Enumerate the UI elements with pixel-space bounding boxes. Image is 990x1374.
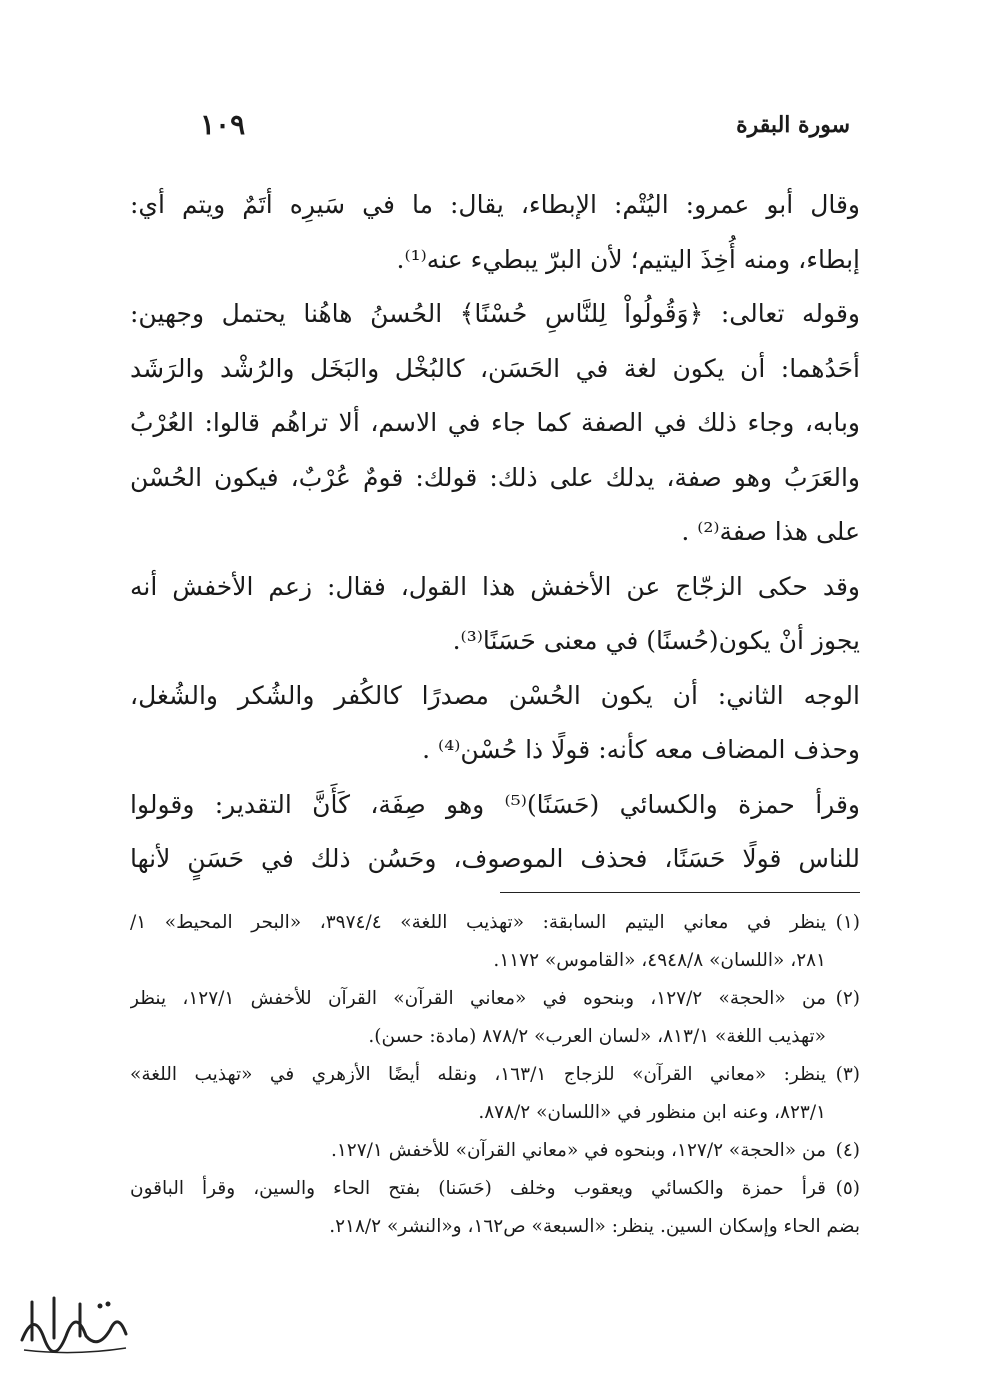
text-line: إبطاء، ومنه أُخِذَ اليتيم؛ لأن البرّ يبطيء عنه⁽¹⁾.: [396, 244, 860, 274]
footnote-3: [130, 1056, 860, 1094]
text-line: الوجه الثاني: أن يكون الحُسْن مصدرًا كالكُفر والشُكر والشُغل،: [130, 680, 860, 710]
footnotes: [130, 904, 860, 1246]
footnote-number: (٣): [835, 1064, 860, 1085]
text-line: وقوله تعالى: ﴿وَقُولُواْ لِلنَّاسِ حُسْنًا﴾ الحُسنُ هاهُنا يحتمل وجهين:: [130, 299, 860, 328]
text-line: أحَدُهما: أن يكون لغة في الحَسَن، كالبُخْل والبَخَل والرُشْد والرَشَد: [130, 353, 860, 383]
footnote-1: [130, 904, 860, 942]
footnote-number: (٤): [835, 1140, 860, 1161]
text-line: وقال أبو عمرو: اليُتْم: الإبطاء، يقال: ما في سَيرِه أتَمٌ ويتم أي:: [130, 190, 860, 219]
publisher-logo: [14, 1290, 134, 1360]
footnote-text: ينظر في معاني اليتيم السابقة: «تهذيب اللغة» ٣٩٧٤/٤، «البحر المحيط» ١/: [130, 912, 826, 933]
text-line: وحذف المضاف معه كأنه: قولًا ذا حُسْن⁽⁴⁾ .: [422, 735, 860, 764]
footnote-5: [130, 1170, 860, 1208]
text-line: وقرأ حمزة والكسائي (حَسَنًا)⁽⁵⁾ وهو صِفَة، كَأَنَّ التقدير: وقولوا: [130, 789, 860, 819]
main-text: [130, 178, 860, 887]
footnote-divider: [500, 892, 860, 893]
footnote-number: (٥): [835, 1178, 860, 1199]
footnote-number: (١): [835, 912, 860, 933]
running-title: سورة البقرة: [736, 112, 850, 138]
footnote-1-cont: ٢٨١، «اللسان» ٤٩٤٨/٨، «القاموس» ١١٧٢.: [493, 950, 826, 971]
footnote-3-cont: ٨٢٣/١، وعنه ابن منظور في «اللسان» ٨٧٨/٢.: [478, 1102, 826, 1123]
page-number: ١٠٩: [200, 108, 246, 141]
text-line: وقد حكى الزجّاج عن الأخفش هذا القول، فقال: زعم الأخفش أنه: [130, 571, 860, 601]
footnote-2-cont: «تهذيب اللغة» ٨١٣/١، «لسان العرب» ٨٧٨/٢ (مادة: حسن).: [368, 1026, 826, 1047]
page-header: [140, 108, 850, 148]
footnote-2: [130, 980, 860, 1018]
footnote-5-cont: بضم الحاء وإسكان السين. ينظر: «السبعة» ص١٦٢، و«النشر» ٢١٨/٢.: [329, 1216, 860, 1237]
text-line: على هذا صفة⁽²⁾ .: [681, 517, 860, 546]
text-line: للناس قولًا حَسَنًا، فحذف الموصوف، وحَسُن ذلك في حَسَنٍ لأنها: [130, 844, 860, 873]
footnote-text: من «الحجة» ١٢٧/٢، وبنحوه في «معاني القرآن» القرآن للأخفش ١٢٧/١، ينظر: [130, 988, 827, 1009]
footnote-text: ينظر: «معاني القرآن» للزجاج ١٦٣/١، ونقله أيضًا الأزهري في «تهذيب اللغة»: [130, 1064, 826, 1085]
text-line: والعَرَبُ وهو صفة، يدلك على ذلك: قولك: قومٌ عُرْبٌ، فيكون الحُسْن: [130, 462, 860, 492]
footnote-4: [130, 1132, 860, 1170]
footnote-text: من «الحجة» ١٢٧/٢، وبنحوه في «معاني القرآن» للأخفش ١٢٧/١.: [330, 1140, 826, 1161]
text-line: يجوز أنْ يكون(حُسنًا) في معنى حَسَنًا⁽³⁾.: [452, 626, 860, 655]
text-line: وبابه، وجاء ذلك في الصفة كما جاء في الاسم، ألا تراهُم قالوا: العُرْبُ: [130, 408, 860, 437]
footnote-text: قرأ حمزة والكسائي ويعقوب وخلف (حَسَنا) بفتح الحاء والسين، وقرأ الباقون: [130, 1178, 826, 1199]
footnote-number: (٢): [835, 988, 860, 1009]
